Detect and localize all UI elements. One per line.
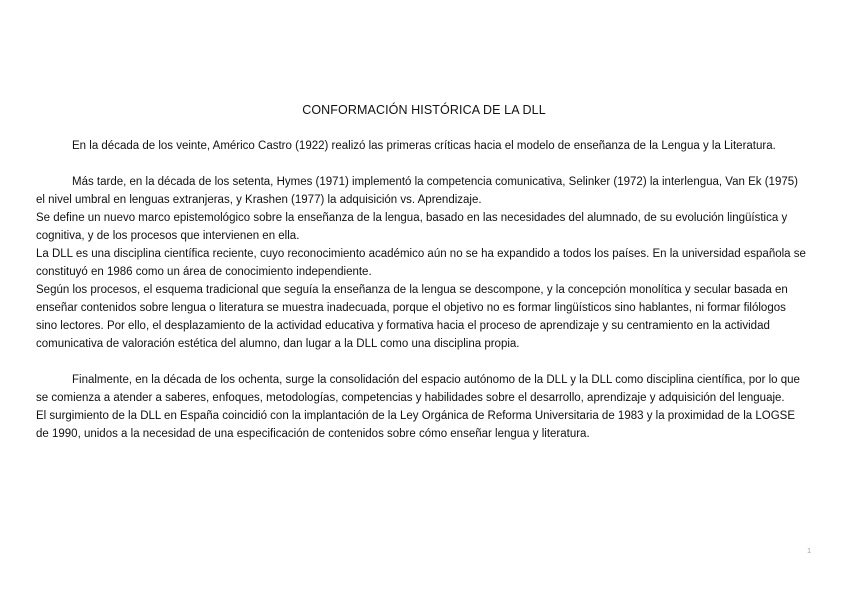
paragraph-surgimiento: El surgimiento de la DLL en España coincidió con la implantación de la Ley Orgánica de Reforma Universitaria de 1983 y la proximidad de la LOGSE de 1990, unidos a la necesidad de una especificación de contenidos sobre cómo enseñar lengua y literatura. [36, 410, 795, 440]
paragraph-procesos: Según los procesos, el esquema tradicional que seguía la enseñanza de la lengua se descompone, y la concepción monolítica y secular basada en enseñar contenidos sobre lengua o literatura se muestra inadecuada, porque el objetivo no es formar lingüísticos sino hablantes, ni formar filólogos sino lectores. Por ello, el desplazamiento de la actividad educativa y formativa hacia el proceso de aprendizaje y su centramiento en la actividad comunicativa de valoración estética del alumno, dan lugar a la DLL como una disciplina propia. [36, 284, 788, 350]
document-body [36, 137, 808, 443]
paragraph-marco-epistemologico: Se define un nuevo marco epistemológico sobre la enseñanza de la lengua, basado en las necesidades del alumnado, de su evolución lingüística y cognitiva, y de los procesos que intervienen en ella. [36, 212, 788, 242]
paragraph-setenta: Más tarde, en la década de los setenta, Hymes (1971) implementó la competencia comunicativa, Selinker (1972) la interlengua, Van Ek (1975) el nivel umbral en lenguas extranjeras, y Krashen (1977) la adquisición vs. Aprendizaje. [36, 176, 798, 206]
paragraph-ochenta: Finalmente, en la década de los ochenta, surge la consolidación del espacio autónomo de la DLL y la DLL como disciplina científica, por lo que se comienza a atender a saberes, enfoques, metodologías, competencias y habilidades sobre el desarrollo, aprendizaje y adquisición del lenguaje. [36, 374, 800, 404]
paragraph-castro: En la década de los veinte, Américo Castro (1922) realizó las primeras críticas hacia el modelo de enseñanza de la Lengua y la Literatura. [72, 140, 776, 152]
document-title: CONFORMACIÓN HISTÓRICA DE LA DLL [302, 103, 546, 117]
paragraph-disciplina-reciente: La DLL es una disciplina científica reciente, cuyo reconocimiento académico aún no se ha expandido a todos los países. En la universidad española se constituyó en 1986 como un área de conocimiento independiente. [36, 248, 806, 278]
page-number: 1 [807, 548, 811, 555]
